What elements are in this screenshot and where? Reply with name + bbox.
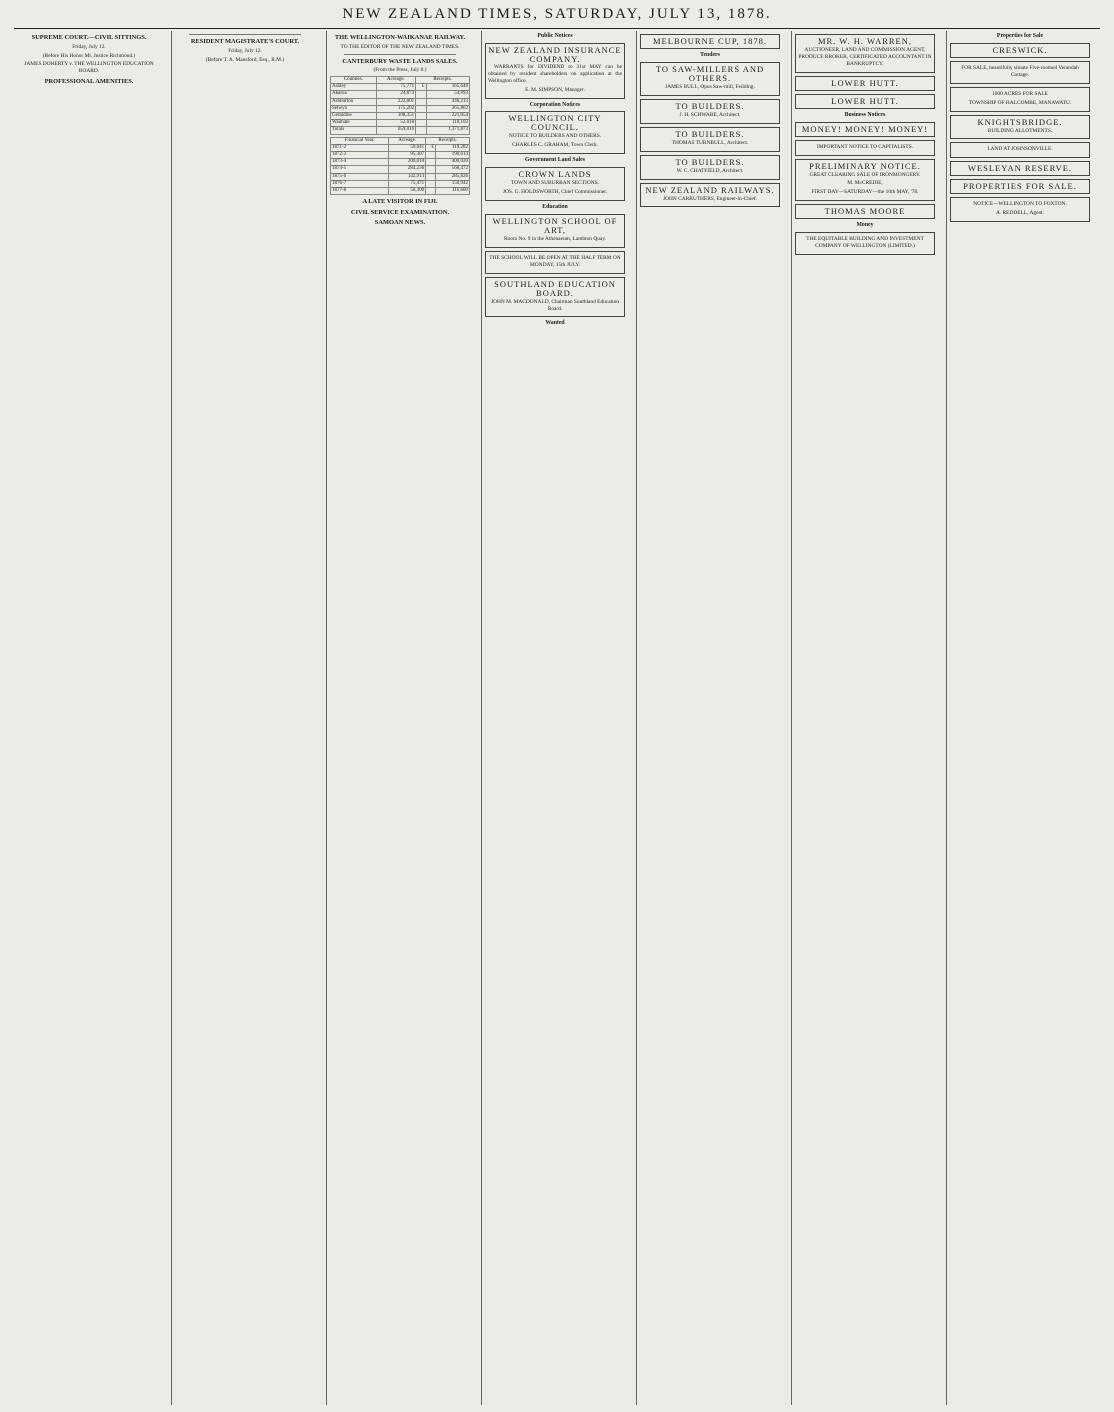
table-cell: 150,942 (435, 180, 469, 187)
court-date: Friday, July 12. (72, 43, 106, 50)
column-4 (481, 31, 628, 1405)
wanted-heading: Wanted (545, 320, 565, 327)
table-cell: 1877-8 (331, 188, 389, 195)
masthead-rule (14, 28, 1100, 29)
column-2 (171, 31, 318, 1405)
source-note: (From the Press, July 8.) (373, 67, 427, 74)
column-1 (16, 31, 162, 1405)
table-cell: 284,236 (389, 166, 426, 173)
properties-heading: Properties for Sale (996, 33, 1044, 39)
table-row (331, 84, 470, 91)
table-row (331, 113, 470, 120)
table-cell (426, 180, 436, 187)
table-cell: 190,614 (435, 152, 469, 159)
city-council-ad: WELLINGTON CITY COUNCIL. NOTICE TO BUILDERS AND OTHERS. CHARLES C. GRAHAM, Town Clerk. (485, 111, 625, 154)
table-cell: 285,826 (435, 173, 469, 180)
wesleyan-ad: WESLEYAN RESERVE. (950, 161, 1090, 176)
table-cell: 200,010 (389, 159, 426, 166)
moore-ad: THOMAS MOORE (795, 204, 935, 219)
court-bench: (Before T. A. Mansford, Esq., R.M.) (205, 56, 285, 63)
halcombe-ad: 1000 ACRES FOR SALE TOWNSHIP OF HALCOMBE, MANAWATU. (950, 87, 1090, 112)
table-cell: Totals (331, 127, 377, 134)
table-row (331, 105, 470, 112)
columns (16, 31, 1102, 1405)
railway-heading: THE WELLINGTON-WAIKANAE RAILWAY. (334, 34, 466, 41)
corporation-heading: Corporation Notices (529, 101, 581, 108)
table-cell (426, 159, 436, 166)
table-cell: 659,016 (376, 127, 416, 134)
table-cell: Akaroa (331, 91, 377, 98)
table-cell: 75,771 (376, 84, 416, 91)
table-cell: Ashley (331, 84, 377, 91)
table-cell (416, 120, 426, 127)
railways-ad: NEW ZEALAND RAILWAYS. JOHN CARRUTHERS, Engineer-in-Chief. (640, 183, 780, 208)
land-sales-heading: Government Land Sales (525, 157, 585, 164)
table-cell (426, 188, 436, 195)
waste-lands-heading: CANTERBURY WASTE LANDS SALES. (342, 57, 458, 65)
table-row (331, 180, 470, 187)
civil-service-heading: CIVIL SERVICE EXAMINATION. (350, 208, 450, 216)
table-cell: Geraldine (331, 113, 377, 120)
resident-magistrate-heading: RESIDENT MAGISTRATE'S COURT. (190, 38, 300, 45)
table-cell: 108,351 (376, 113, 416, 120)
table-cell: 1873-4 (331, 159, 389, 166)
equitable-ad: THE EQUITABLE BUILDING AND INVESTMENT COMPANY OF WELLINGTON (LIMITED.) (795, 232, 935, 255)
melbourne-cup-ad: MELBOURNE CUP, 1878. (640, 34, 780, 49)
table-cell: 95,307 (389, 152, 426, 159)
table-cell: 142,913 (389, 173, 426, 180)
table-cell: £ (426, 144, 436, 151)
table-row (331, 166, 470, 173)
table-cell: 1874-5 (331, 166, 389, 173)
table-cell: 59,641 (389, 144, 426, 151)
table-row (331, 188, 470, 195)
warren-ad: MR. W. H. WARREN, AUCTIONEER, LAND AND COMMISSION AGENT, PRODUCE BROKER, CERTIFICATED ACCOUNTANT IN BANKRUPTCY. (795, 34, 935, 73)
professional-amenities-heading: PROFESSIONAL AMENITIES. (44, 78, 134, 86)
table-row (331, 91, 470, 98)
table-cell: 24,873 (376, 91, 416, 98)
education-heading: Education (542, 203, 568, 210)
divider (344, 54, 456, 55)
table-cell (416, 127, 426, 134)
ironmongery-ad: PRELIMINARY NOTICE. GREAT CLEARING SALE OF IRONMONGERY. M. McCREDIE, FIRST DAY—SATURDAY—the 10th MAY, '78. (795, 159, 935, 202)
financial-year-table: Financial Year. Acreage. Receipts. 1871-2 59,641 £ 119,282 1872-3 95,307 190,614 1873-4 200,010 400,020 1874-5 284,236 568,472 1875-6 142,913 285,826 1876-7 75,471 150,942 1877-8 58,300 116,600 (332, 137, 468, 194)
table-cell: 54,993 (426, 91, 470, 98)
table-cell: £ (416, 84, 426, 91)
table-row (331, 159, 470, 166)
fiji-heading: A LATE VISITOR IN FIJI. (362, 198, 438, 206)
table-cell (426, 166, 436, 173)
builders-ad-2: TO BUILDERS. THOMAS TURNBULL, Architect. (640, 127, 780, 152)
masthead: NEW ZEALAND TIMES, SATURDAY, JULY 13, 1878. (342, 6, 772, 22)
table-cell (416, 113, 426, 120)
school-open-ad: THE SCHOOL WILL BE OPEN AT THE HALF TERM ON MONDAY, 15th JULY. (485, 251, 625, 274)
table-cell: 1,371,873 (426, 127, 470, 134)
table-cell: 52,018 (376, 120, 416, 127)
lower-hutt-ad-1: LOWER HUTT. (795, 76, 935, 91)
builders-ad-1: TO BUILDERS. J. H. SCHWABE, Architect. (640, 99, 780, 124)
table-cell: 1875-6 (331, 173, 389, 180)
table-cell: 58,300 (389, 188, 426, 195)
table-cell: 1876-7 (331, 180, 389, 187)
court-date: Friday, July 12. (228, 47, 262, 54)
table-cell: 222,801 (376, 98, 416, 105)
table-cell: 365,862 (426, 105, 470, 112)
table-cell: 1872-3 (331, 152, 389, 159)
business-notices-heading: Business Notices (844, 111, 886, 118)
table-row (331, 144, 470, 151)
knightsbridge-ad: KNIGHTSBRIDGE. BUILDING ALLOTMENTS. (950, 115, 1090, 140)
table-row (331, 120, 470, 127)
money-ad: MONEY! MONEY! MONEY! (795, 122, 935, 137)
table-cell: 175,202 (376, 105, 416, 112)
table-cell: 116,600 (435, 188, 469, 195)
insurance-ad: NEW ZEALAND INSURANCE COMPANY. WARRANTS for DIVIDEND to 31st MAY can be obtained by resident shareholders on application at the Wellington office. E. M. SIMPSON, Manager. (485, 43, 625, 99)
school-of-art-ad: WELLINGTON SCHOOL OF ART, Room No. 9 in the Athenaeum, Lambton Quay. (485, 214, 625, 248)
table-cell: Ashburton (331, 98, 377, 105)
table-row (331, 127, 470, 134)
saw-millers-ad: TO SAW-MILLERS AND OTHERS. JAMES BULL, Opus Saw-mill, Feilding. (640, 62, 780, 96)
properties-sale-ad: PROPERTIES FOR SALE. (950, 179, 1090, 194)
creswick-ad: CRESWICK. (950, 43, 1090, 58)
table-cell: 446,213 (426, 98, 470, 105)
column-3 (326, 31, 473, 1405)
to-editor: TO THE EDITOR OF THE NEW ZEALAND TIMES. (340, 43, 460, 50)
table-cell: 1871-2 (331, 144, 389, 151)
column-7 (946, 31, 1093, 1405)
table-cell: 119,282 (435, 144, 469, 151)
court-bench: (Before His Honor Mr. Justice Richmond.) (42, 52, 136, 59)
table-cell: 75,471 (389, 180, 426, 187)
table-row (331, 152, 470, 159)
foxton-ad: NOTICE—WELLINGTON TO FOXTON. A. REDDELL, Agent. (950, 197, 1090, 222)
table-cell: 221,054 (426, 113, 470, 120)
table-cell: 118,103 (426, 120, 470, 127)
table-cell (416, 98, 426, 105)
table-cell (416, 105, 426, 112)
table-row (331, 173, 470, 180)
column-5 (636, 31, 783, 1405)
public-notices-heading: Public Notices (537, 33, 573, 39)
lower-hutt-ad-2: LOWER HUTT. (795, 94, 935, 109)
tenders-heading: Tenders (700, 52, 720, 58)
divider (189, 34, 301, 35)
table-cell (426, 173, 436, 180)
southland-board-ad: SOUTHLAND EDUCATION BOARD. JOHN M. MACDONALD, Chairman Southland Education Board. (485, 277, 625, 318)
table-cell: 400,020 (435, 159, 469, 166)
column-6 (791, 31, 938, 1405)
table-cell: Waimate (331, 120, 377, 127)
table-cell (416, 91, 426, 98)
builders-ad-3: TO BUILDERS. W. C. CHATFIELD, Architect. (640, 155, 780, 180)
capitalists-ad: IMPORTANT NOTICE TO CAPITALISTS. (795, 140, 935, 156)
table-row (331, 98, 470, 105)
table-cell (426, 152, 436, 159)
johnsonville-ad: LAND AT JOHNSONVILLE. (950, 142, 1090, 158)
crown-lands-ad: CROWN LANDS TOWN AND SUBURBAN SECTIONS. JOS. G. HOLDSWORTH, Chief Commissioner. (485, 167, 625, 201)
samoan-news-heading: SAMOAN NEWS. (374, 219, 426, 227)
supreme-court-heading: SUPREME COURT.—CIVIL SITTINGS. (31, 34, 147, 41)
cottage-ad: FOR SALE, beautifully situate Five-roomed Verandah Cottage. (950, 61, 1090, 84)
table-cell: 165,648 (426, 84, 470, 91)
case-title: JAMES DOHERTY v. THE WELLINGTON EDUCATION BOARD. (24, 61, 154, 75)
money-heading: Money (856, 222, 874, 229)
counties-table: Counties. Acreage. Receipts. Ashley 75,771 £ 165,648 Akaroa 24,873 54,993 Ashburton 222,801 446,213 Selwyn 175,202 365,862 Geraldine 108,351 221,054 Waimate 52,018 118,103 Totals 659,016 1,371,873 (332, 77, 468, 133)
table-cell: 568,472 (435, 166, 469, 173)
table-cell: Selwyn (331, 105, 377, 112)
